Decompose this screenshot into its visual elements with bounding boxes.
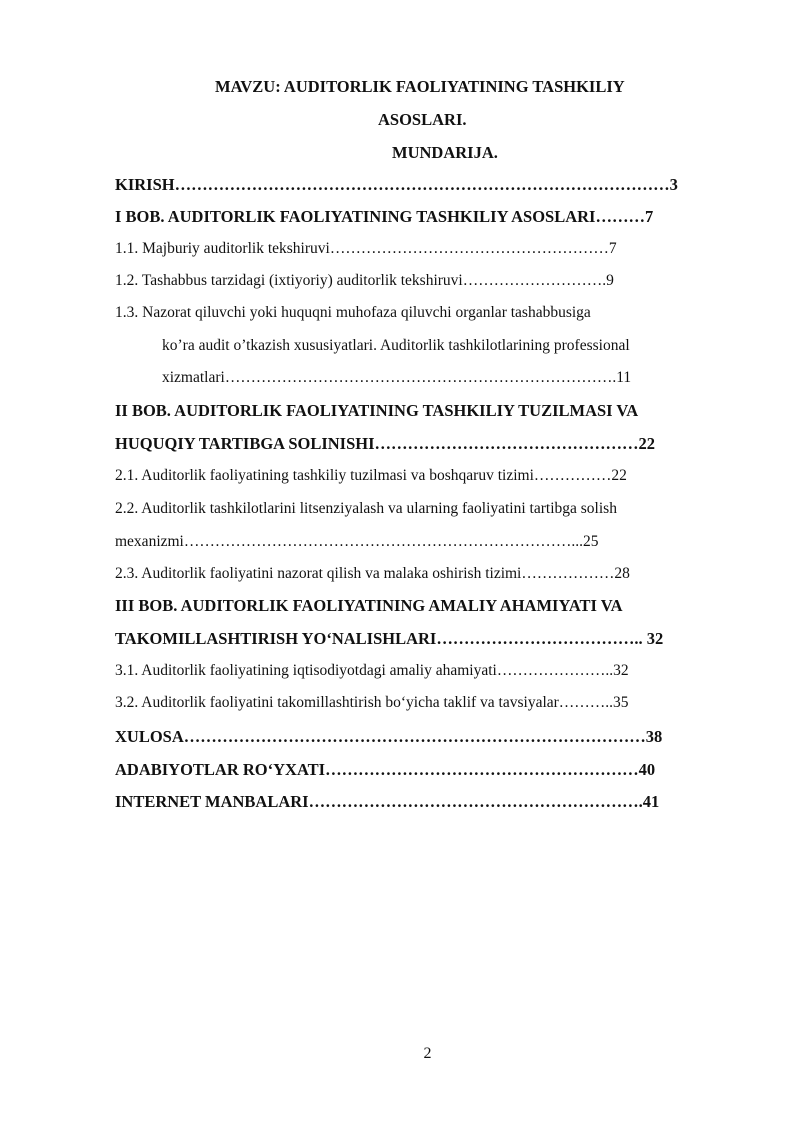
toc-entry-1-1: 1.1. Majburiy auditorlik tekshiruvi………………………………………………7 — [115, 240, 617, 257]
toc-entry-3-2: 3.2. Auditorlik faoliyatini takomillashtirish bo‘yicha taklif va tavsiyalar………..35 — [115, 694, 629, 711]
document-title-line-2: ASOSLARI. — [378, 110, 467, 129]
toc-entry-3-1: 3.1. Auditorlik faoliyatining iqtisodiyotdagi amaliy ahamiyati…………………..32 — [115, 662, 629, 679]
toc-entry-chapter-1: I BOB. AUDITORLIK FAOLIYATINING TASHKILIY ASOSLARI………7 — [115, 207, 654, 226]
contents-heading: MUNDARIJA. — [392, 143, 498, 162]
toc-entry-chapter-3-line-1: III BOB. AUDITORLIK FAOLIYATINING AMALIY AHAMIYATI VA — [115, 596, 623, 615]
toc-entry-adabiyotlar: ADABIYOTLAR RO‘YXATI…………………………………………………40 — [115, 760, 656, 779]
toc-entry-1-3-line-2: ko’ra audit o’tkazish xususiyatlari. Auditorlik tashkilotlarining professional — [162, 337, 630, 354]
document-title-line-1: MAVZU: AUDITORLIK FAOLIYATINING TASHKILIY — [215, 77, 625, 96]
toc-entry-1-2: 1.2. Tashabbus tarzidagi (ixtiyoriy) auditorlik tekshiruvi……………………….9 — [115, 272, 614, 289]
toc-entry-2-2-line-1: 2.2. Auditorlik tashkilotlarini litsenziyalash va ularning faoliyatini tartibga solish — [115, 500, 617, 517]
toc-entry-1-3-line-1: 1.3. Nazorat qiluvchi yoki huquqni muhofaza qiluvchi organlar tashabbusiga — [115, 304, 591, 321]
toc-entry-internet: INTERNET MANBALARI…………………………………………………….41 — [115, 792, 660, 811]
page-number: 2 — [423, 1045, 432, 1062]
toc-entry-chapter-2-line-1: II BOB. AUDITORLIK FAOLIYATINING TASHKILIY TUZILMASI VA — [115, 401, 639, 420]
toc-entry-chapter-3-line-2: TAKOMILLASHTIRISH YO‘NALISHLARI……………………………….. 32 — [115, 629, 664, 648]
toc-entry-xulosa: XULOSA…………………………………………………………………………38 — [115, 727, 663, 746]
toc-entry-2-1: 2.1. Auditorlik faoliyatining tashkiliy tuzilmasi va boshqaruv tizimi……………22 — [115, 467, 627, 484]
toc-entry-kirish: KIRISH………………………………………………………………………………3 — [115, 175, 678, 194]
toc-entry-chapter-2-line-2: HUQUQIY TARTIBGA SOLINISHI…………………………………………22 — [115, 434, 656, 453]
toc-entry-2-2-line-2: mexanizmi…………………………………………………………………...25 — [115, 533, 599, 550]
toc-entry-2-3: 2.3. Auditorlik faoliyatini nazorat qilish va malaka oshirish tizimi………………28 — [115, 565, 630, 582]
toc-entry-1-3-line-3: xizmatlari………………………………………………………………….11 — [162, 369, 632, 386]
